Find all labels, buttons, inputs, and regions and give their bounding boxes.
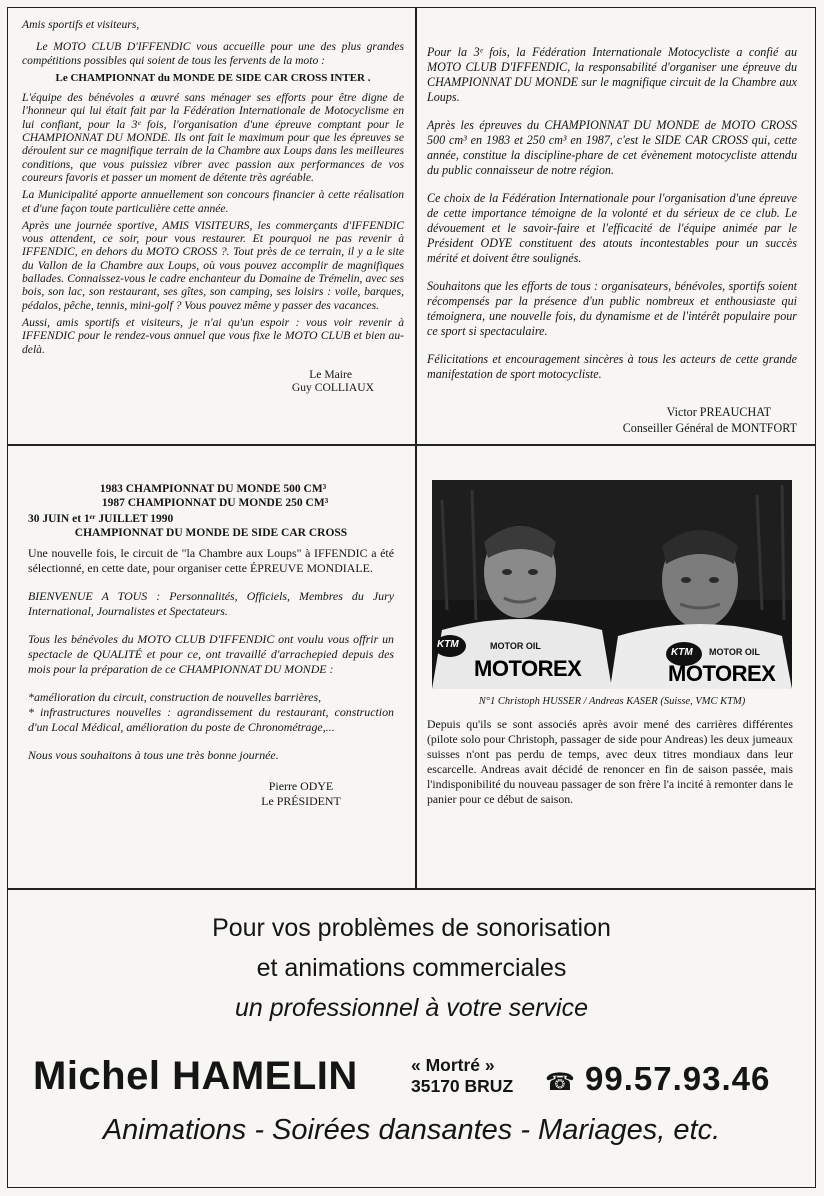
president-letter (28, 483, 394, 809)
signature-name: Guy COLLIAUX (291, 381, 374, 395)
business-address (411, 1055, 513, 1097)
paragraph: Félicitations et encouragement sincères à tous les acteurs de cette grande manifestation de sport motocycliste. (427, 352, 797, 381)
greeting: Amis sportifs et visiteurs, (22, 18, 140, 31)
paragraph: Souhaitons que les efforts de tous : organisateurs, bénévoles, sportifs soient récompensés par la présence d'un public nombreux et enthousiaste qui témoignera, une nouvelle fois, du dynamisme et de l'intérêt populaire pour ce sport si spectaculaire. (427, 279, 797, 338)
signature-title: Le Maire (309, 367, 352, 381)
signature-name: Pierre ODYE (268, 779, 334, 793)
signature-title: Le PRÉSIDENT (261, 794, 341, 808)
championship-heading: Le CHAMPIONNAT du MONDE DE SIDE CAR CROSS INTER . (55, 71, 371, 84)
list-item: *amélioration du circuit, construction de nouvelles barrières, (28, 690, 322, 704)
motorex-text-left: MOTOREX (474, 656, 582, 681)
councillor-letter (427, 45, 797, 436)
business-name: Michel HAMELIN (33, 1054, 358, 1098)
paragraph: BIENVENUE A TOUS : Personnalités, Officiels, Membres du Jury International, Journalistes et Spectateurs. (28, 589, 394, 618)
paragraph: Nous vous souhaitons à tous une très bonne journée. (28, 748, 279, 762)
paragraph: Après une journée sportive, AMIS VISITEURS, les commerçants d'IFFENDIC vous attendent, ce soir, pour vous restaurer. Et pourquoi ne pas revenir à IFFENDIC, en dehors du MOTO CROSS ?. Tout près de ce terrain, il y a le site du Vallon de la Chambre aux Loups, où vous pouvez accomplir de magnifiques ballades. Connaissez-vous le cadre enchanteur du Domaine de Trémelin, avec ses bois, son lac, son restaurant, ses gîtes, son camping, ses loisirs : voile, barques, pédalos, pêche, tennis, mini-golf ? Vous pouvez même y passer des vacances. (22, 218, 404, 312)
telephone-icon: ☎ (545, 1069, 575, 1096)
motorex-text-right: MOTOREX (668, 661, 776, 686)
history-line-1987: 1987 CHAMPIONNAT DU MONDE 250 CM³ (101, 496, 329, 509)
event-dates: 30 JUIN et 1ᵉʳ JUILLET 1990 (28, 513, 174, 525)
motor-oil-text-right: MOTOR OIL (709, 647, 760, 657)
address-city: 35170 BRUZ (411, 1076, 514, 1096)
event-title: CHAMPIONNAT DU MONDE DE SIDE CAR CROSS (74, 526, 348, 539)
riders-article (427, 717, 793, 807)
paragraph: Pour la 3ᵉ fois, la Fédération Internationale Motocycliste a confié au MOTO CLUB D'IFFENDIC, la responsabilité d'organiser une épreuve du CHAMPIONNAT DU MONDE sur le magnifique circuit de la Chambre aux Loups. (427, 45, 797, 104)
ktm-logo-left: KTM (437, 639, 459, 650)
mayor-letter (22, 18, 404, 394)
ad-line-2: et animations commerciales (256, 954, 567, 982)
ktm-logo-right: KTM (671, 647, 693, 658)
ad-line-1: Pour vos problèmes de sonorisation (212, 914, 611, 942)
motor-oil-text-left: MOTOR OIL (490, 641, 541, 651)
paragraph: La Municipalité apporte annuellement son concours financier à cette réalisation et d'une façon toute particulière cette année. (22, 188, 404, 215)
ad-tagline: un professionnel à votre service (235, 994, 588, 1022)
paragraph: Depuis qu'ils se sont associés après avoir mené des carrières différentes (pilote solo pour Christoph, passager de side pour Andreas) les deux jumeaux suisses n'ont pas perdu de temps, avec deux titres mondiaux dans leur escarcelle. Andreas avait décidé de renoncer en fin de saison passée, mais l'indisponibilité du nouveau passager de son frère l'a incité à remonter dans le panier pour ce début de saison. (427, 717, 793, 806)
signature-title: Conseiller Général de MONTFORT (622, 421, 797, 435)
paragraph: Après les épreuves du CHAMPIONNAT DU MONDE de MOTO CROSS 500 cm³ en 1983 et 250 cm³ en 1987, c'est le SIDE CAR CROSS qui, cette année, constitue la discipline-phare de cet évènement motocycliste attendu du public connaisseur de notre région. (427, 118, 797, 177)
ad-services: Animations - Soirées dansantes - Mariages, etc. (102, 1114, 721, 1146)
list-item: * infrastructures nouvelles : agrandissement du restaurant, construction d'un Local Médical, amélioration du poste de Chronométrage,... (28, 705, 394, 734)
paragraph: L'équipe des bénévoles a œuvré sans ménager ses efforts pour être digne de l'honneur qui lui était fait par la Fédération Internationale de Motocyclisme en lui confiant, pour la 3ᵉ fois, l'organisation d'une épreuve comptant pour le CHAMPIONNAT DU MONDE. Ils ont fait le maximum pour que les épreuves se déroulent sur ce magnifique terrain de la Chambre aux Loups dans les meilleures conditions, que vous puissiez vibrer avec passion aux performances de vos coureurs favoris et passer un moment de détente très agréable. (22, 91, 404, 184)
signature-name: Victor PREAUCHAT (666, 405, 771, 419)
history-line-1983: 1983 CHAMPIONNAT DU MONDE 500 CM³ (99, 483, 327, 495)
paragraph: Tous les bénévoles du MOTO CLUB D'IFFENDIC ont voulu vous offrir un spectacle de QUALITÉ et pour ce, ont travaillé d'arrachepied depuis des mois pour la préparation de ce CHAMPIONNAT DU MONDE : (28, 632, 394, 676)
intro-paragraph: Le MOTO CLUB D'IFFENDIC vous accueille pour une des plus grandes compétitions possibles qui soient de tous les fervents de la moto : (22, 40, 404, 67)
photo-caption: N°1 Christoph HUSSER / Andreas KASER (Suisse, VMC KTM) (478, 696, 746, 707)
paragraph: Ce choix de la Fédération Internationale pour l'organisation d'une épreuve de cette importance témoigne de la volonté et du sérieux de ce club. Le dévouement et le savoir-faire et l'efficacité de l'équipe animée par le Président ODYE constituent des atouts incontestables pour un succès mérité et doivent être soulignés. (427, 191, 797, 265)
column-divider-bottom (415, 445, 417, 889)
paragraph: Aussi, amis sportifs et visiteurs, je n'ai qu'un espoir : vous voir revenir à IFFENDIC pour le rendez-vous annuel que vous fixe le MOTO CLUB et bien au-delà. (22, 315, 404, 356)
paragraph: Une nouvelle fois, le circuit de "la Chambre aux Loups" à IFFENDIC a été sélectionné, en cette date, pour organiser cette ÉPREUVE MONDIALE. (28, 546, 394, 575)
phone-number: 99.57.93.46 (585, 1060, 771, 1097)
row-divider-middle (8, 444, 815, 446)
advertisement (8, 890, 815, 1187)
address-place: « Mortré » (411, 1055, 495, 1075)
column-divider-top (415, 8, 417, 445)
riders-photo (432, 480, 792, 689)
